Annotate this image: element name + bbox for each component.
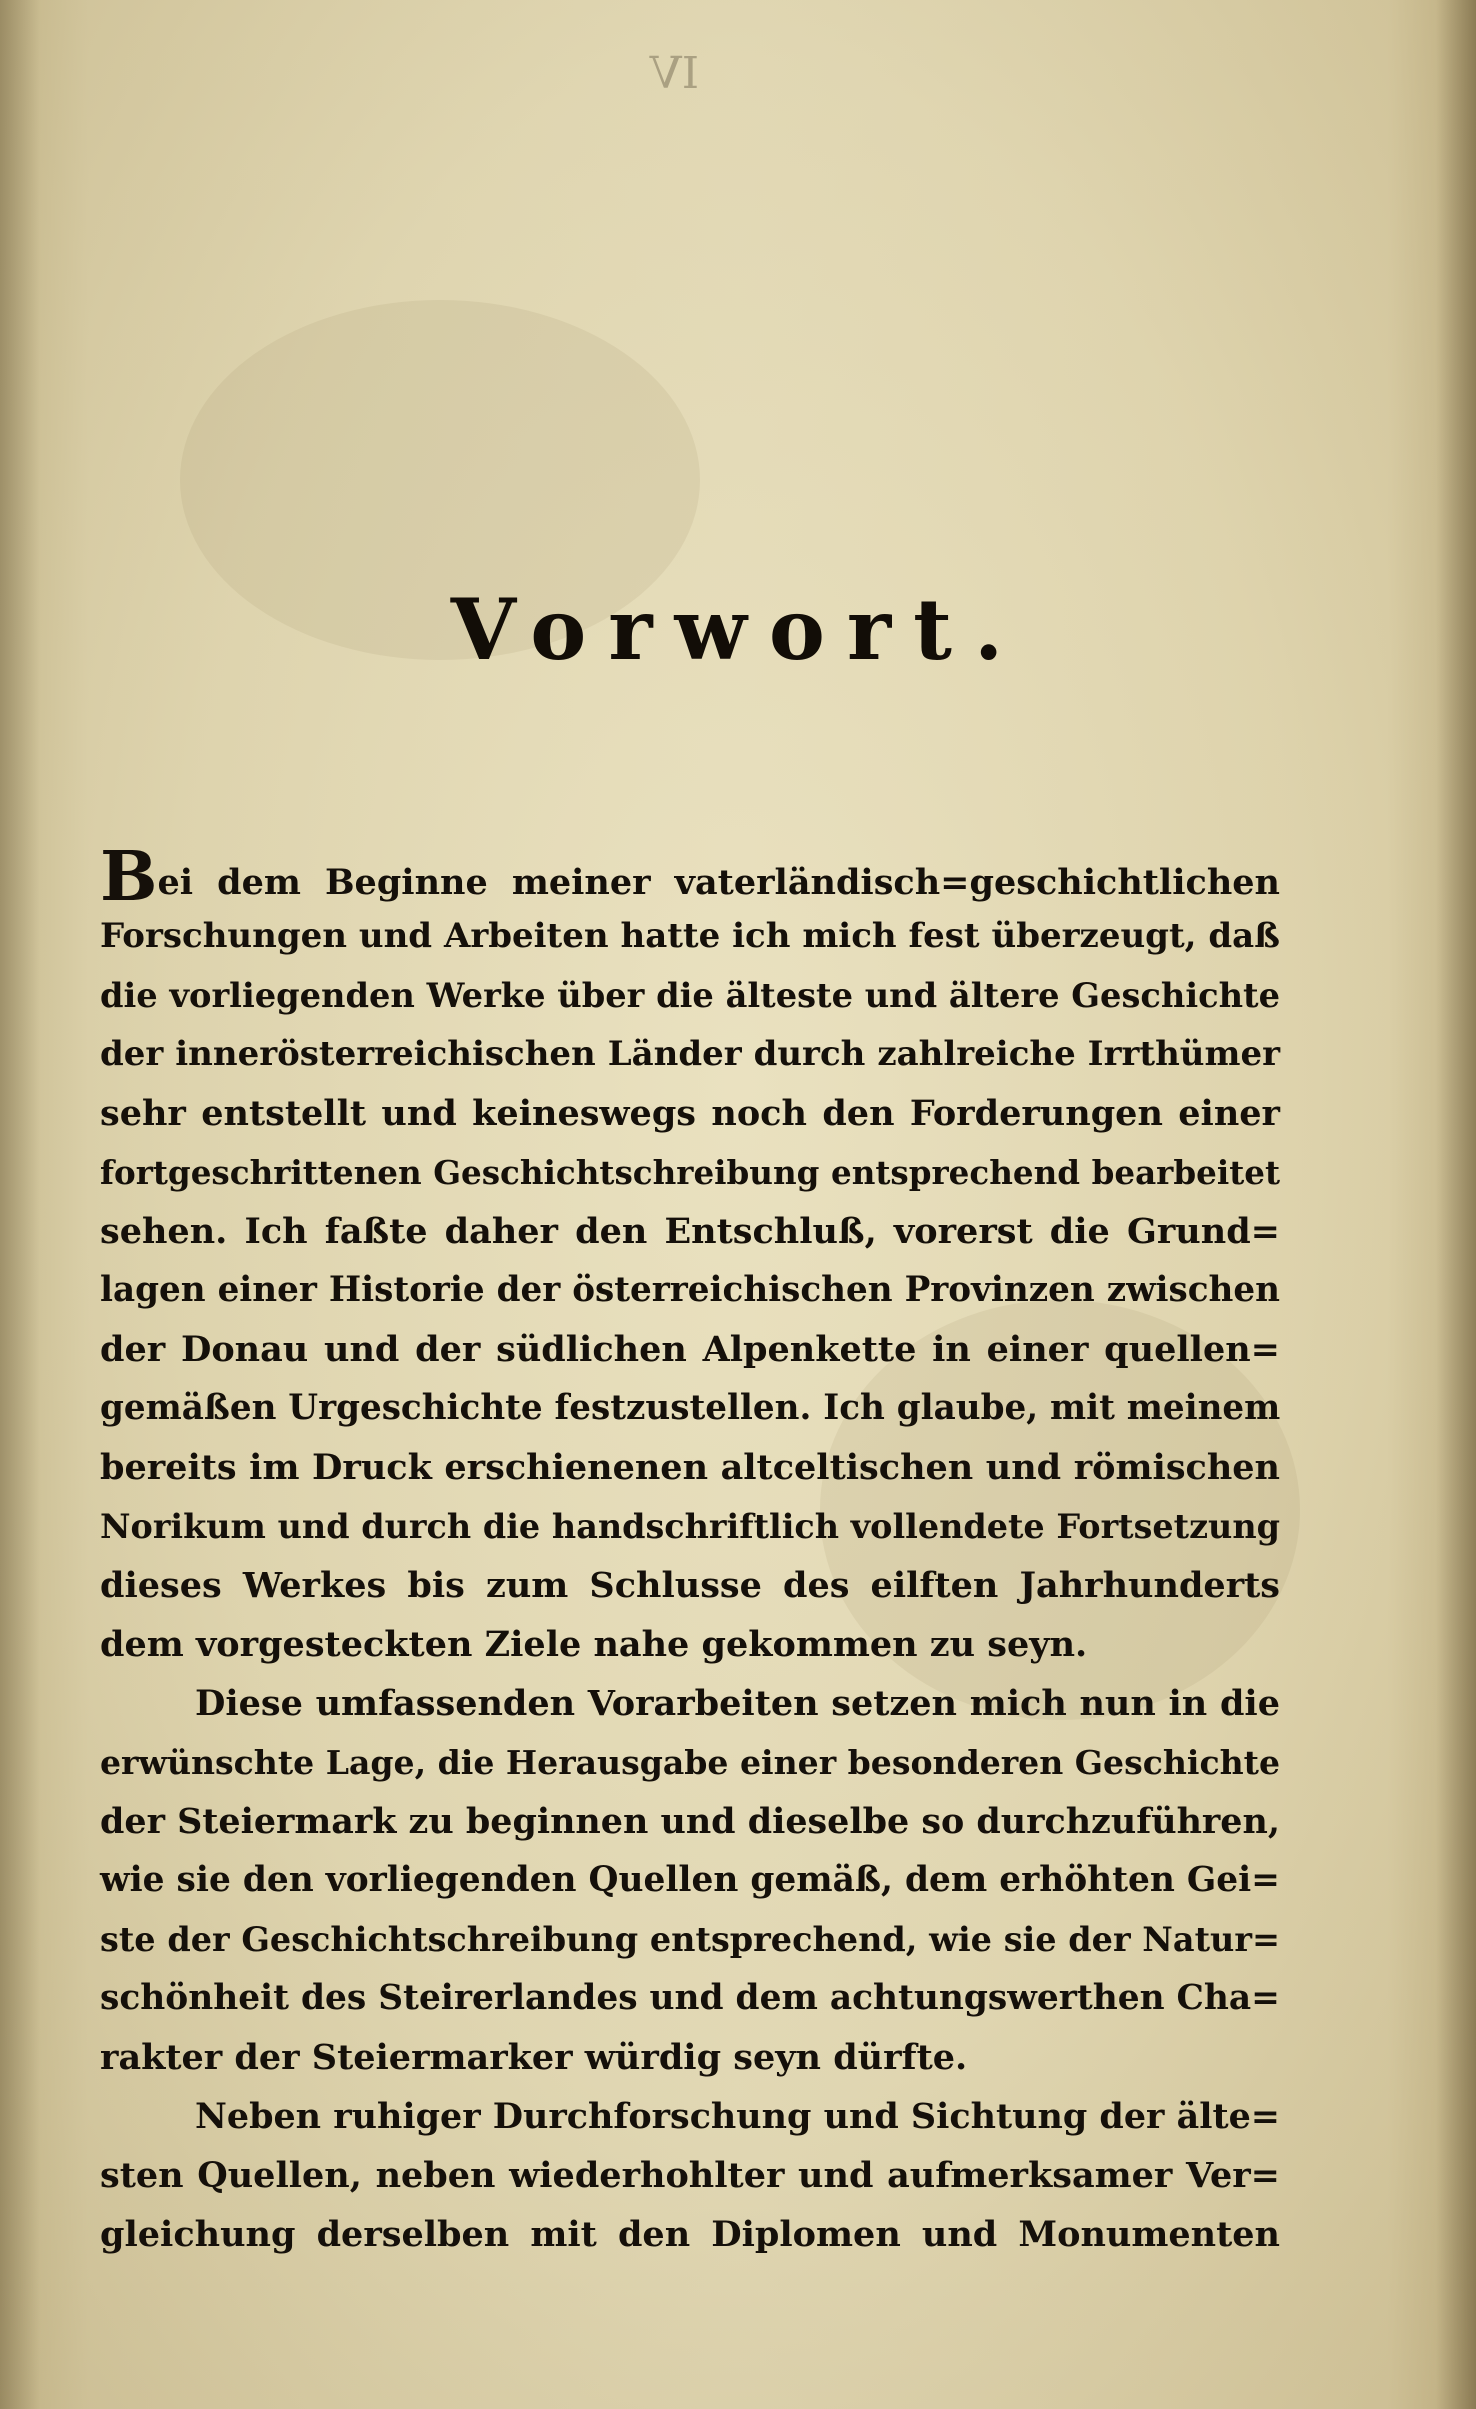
text-line: fortgeschrittenen Geschichtschreibung entsprechend bearbeitet: [100, 1153, 1280, 1192]
text-line: Neben ruhiger Durchforschung und Sichtung der älte=: [195, 2096, 1280, 2137]
text-line: rakter der Steiermarker würdig seyn dürfte.: [100, 2037, 968, 2078]
text-line: dem vorgesteckten Ziele nahe gekommen zu seyn.: [100, 1624, 1088, 1665]
text-line: sehen. Ich faßte daher den Entschluß, vorerst die Grund=: [100, 1211, 1280, 1252]
text-line: gemäßen Urgeschichte festzustellen. Ich glaube, mit meinem: [100, 1388, 1281, 1428]
text-line: der Steiermark zu beginnen und dieselbe so durchzuführen,: [100, 1801, 1280, 1842]
text-line: dieses Werkes bis zum Schlusse des eilften Jahrhunderts: [100, 1565, 1280, 1606]
text-line: sten Quellen, neben wiederhohlter und aufmerksamer Ver=: [100, 2155, 1280, 2196]
text-line: der innerösterreichischen Länder durch zahlreiche Irrthümer: [100, 1034, 1280, 1074]
text-line: gleichung derselben mit den Diplomen und Monumenten: [100, 2214, 1280, 2255]
drop-cap: B: [100, 837, 158, 917]
text-line: ste der Geschichtschreibung entsprechend, wie sie der Natur=: [100, 1920, 1280, 1959]
text-line: lagen einer Historie der österreichischen Provinzen zwischen: [100, 1270, 1280, 1310]
page-edge-shadow-right: [1436, 0, 1476, 2409]
text-line: Norikum und durch die handschriftlich vollendete Fortsetzung: [100, 1507, 1280, 1546]
paragraph-2: [100, 1674, 1280, 2087]
text-line: Bei dem Beginne meiner vaterländisch=geschichtlichen: [100, 837, 1280, 917]
page-edge-shadow-left: [0, 0, 40, 2409]
text-line: Diese umfassenden Vorarbeiten setzen mich nun in die: [195, 1683, 1280, 1724]
bleed-through-page-number: IV: [650, 48, 700, 99]
body-text: [100, 837, 1281, 2264]
text-line: die vorliegenden Werke über die älteste und ältere Geschichte: [100, 975, 1280, 1015]
text-line: erwünschte Lage, die Herausgabe einer besonderen Geschichte: [100, 1743, 1280, 1782]
text-line: wie sie den vorliegenden Quellen gemäß, dem erhöhten Gei=: [100, 1860, 1280, 1900]
text-line: der Donau und der südlichen Alpenkette in einer quellen=: [100, 1329, 1280, 1370]
text-line: sehr entstellt und keineswegs noch den Forderungen einer: [100, 1093, 1280, 1134]
page-title: Vorwort.: [450, 580, 1026, 679]
paragraph-1: [100, 837, 1281, 1674]
text-line: schönheit des Steirerlandes und dem achtungswerthen Cha=: [100, 1978, 1280, 2018]
text-line: bereits im Druck erschienenen altceltischen und römischen: [100, 1447, 1280, 1488]
text-line: Forschungen und Arbeiten hatte ich mich fest überzeugt, daß: [100, 916, 1280, 956]
paragraph-3: [100, 2087, 1280, 2264]
